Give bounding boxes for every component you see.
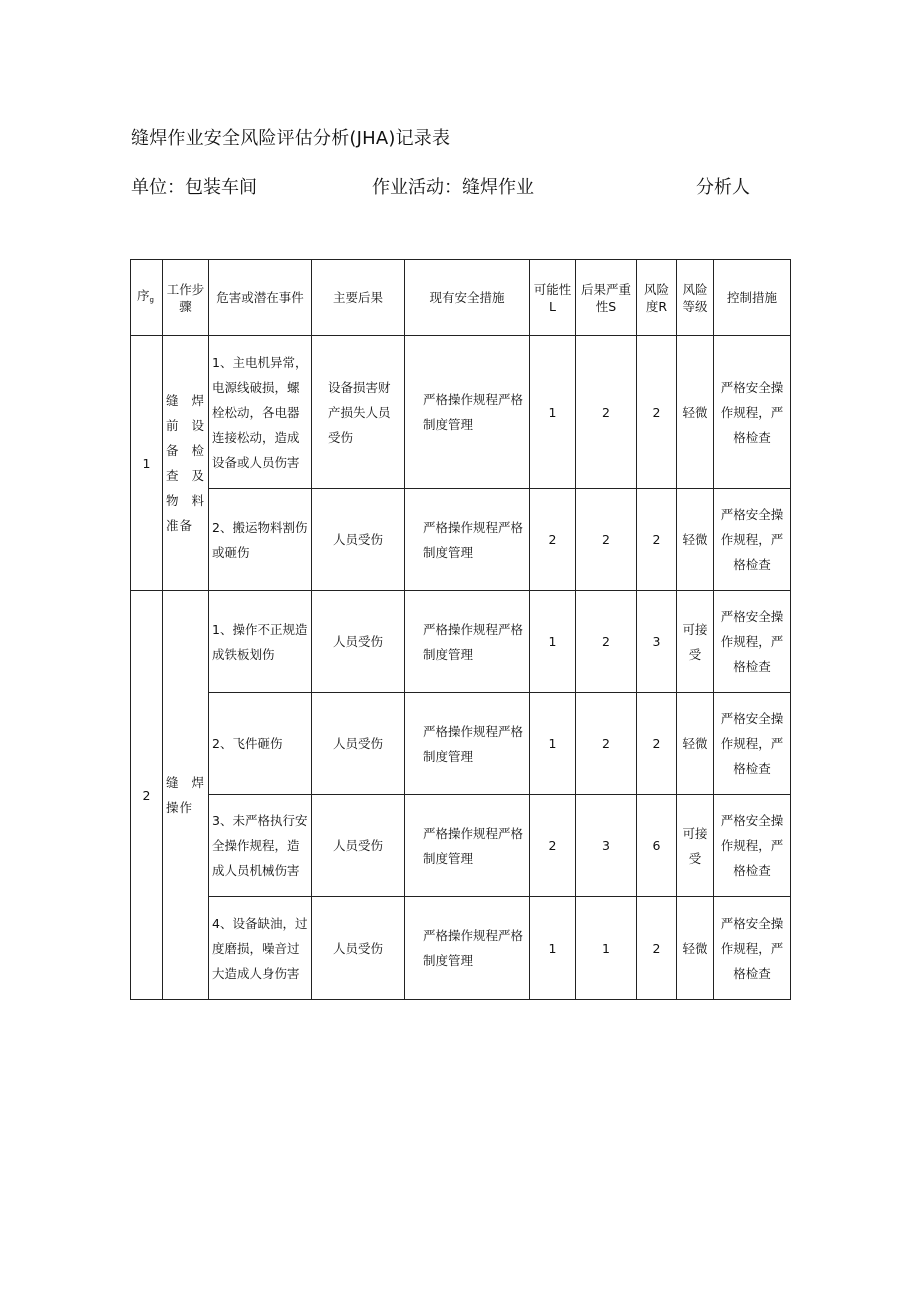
table-row: [131, 489, 791, 591]
hazard-cell: 1、主电机异常，电源线破损，螺栓松动，各电器连接松动，造成设备或人员伤害: [209, 336, 312, 489]
header-row: [131, 260, 791, 336]
consequence-cell: 人员受伤: [312, 795, 405, 897]
header-hazard: 危害或潜在事件: [209, 260, 312, 336]
level-cell: 轻微: [677, 897, 714, 1000]
level-cell: 轻微: [677, 336, 714, 489]
activity-field: 作业活动：缝焊作业: [372, 177, 534, 198]
header-step: 工作步骤: [163, 260, 209, 336]
hazard-cell: 1、操作不正规造成铁板划伤: [209, 591, 312, 693]
consequence-cell: 人员受伤: [312, 693, 405, 795]
control-cell: 严格安全操作规程，严格检查: [714, 489, 791, 591]
level-cell: 可接受: [677, 591, 714, 693]
header-control: 控制措施: [714, 260, 791, 336]
measures-cell: 严格操作规程严格制度管理: [405, 489, 530, 591]
header-seq: 序g: [131, 260, 163, 336]
table-row: [131, 336, 791, 489]
header-measures: 现有安全措施: [405, 260, 530, 336]
table-row: [131, 897, 791, 1000]
level-cell: 轻微: [677, 693, 714, 795]
measures-cell: 严格操作规程严格制度管理: [405, 897, 530, 1000]
likelihood-cell: 2: [530, 489, 576, 591]
risk-cell: 2: [637, 897, 677, 1000]
jha-table: [130, 259, 791, 1000]
control-cell: 严格安全操作规程，严格检查: [714, 897, 791, 1000]
measures-cell: 严格操作规程严格制度管理: [405, 693, 530, 795]
table-row: [131, 795, 791, 897]
header-severity: 后果严重性S: [576, 260, 637, 336]
document-title: 缝焊作业安全风险评估分析(JHA)记录表: [131, 128, 451, 149]
table-row: [131, 693, 791, 795]
severity-cell: 3: [576, 795, 637, 897]
likelihood-cell: 1: [530, 591, 576, 693]
severity-cell: 2: [576, 591, 637, 693]
step-cell: 缝焊操作: [163, 591, 209, 1000]
level-cell: 可接受: [677, 795, 714, 897]
likelihood-cell: 1: [530, 897, 576, 1000]
likelihood-cell: 1: [530, 336, 576, 489]
consequence-cell: 人员受伤: [312, 591, 405, 693]
risk-cell: 3: [637, 591, 677, 693]
control-cell: 严格安全操作规程，严格检查: [714, 795, 791, 897]
severity-cell: 2: [576, 693, 637, 795]
unit-field: 单位：包装车间: [131, 177, 257, 198]
consequence-cell: 人员受伤: [312, 897, 405, 1000]
hazard-cell: 2、搬运物料割伤或砸伤: [209, 489, 312, 591]
seq-cell: 1: [131, 336, 163, 591]
analyst-field: 分析人: [696, 177, 750, 198]
header-risk: 风险度R: [637, 260, 677, 336]
control-cell: 严格安全操作规程，严格检查: [714, 591, 791, 693]
hazard-cell: 3、未严格执行安全操作规程，造成人员机械伤害: [209, 795, 312, 897]
table-row: [131, 591, 791, 693]
likelihood-cell: 2: [530, 795, 576, 897]
measures-cell: 严格操作规程严格制度管理: [405, 591, 530, 693]
level-cell: 轻微: [677, 489, 714, 591]
header-level: 风险等级: [677, 260, 714, 336]
consequence-cell: 人员受伤: [312, 489, 405, 591]
measures-cell: 严格操作规程严格制度管理: [405, 336, 530, 489]
hazard-cell: 4、设备缺油，过度磨损，噪音过大造成人身伤害: [209, 897, 312, 1000]
seq-cell: 2: [131, 591, 163, 1000]
severity-cell: 1: [576, 897, 637, 1000]
likelihood-cell: 1: [530, 693, 576, 795]
severity-cell: 2: [576, 336, 637, 489]
severity-cell: 2: [576, 489, 637, 591]
risk-cell: 6: [637, 795, 677, 897]
control-cell: 严格安全操作规程，严格检查: [714, 336, 791, 489]
risk-cell: 2: [637, 693, 677, 795]
risk-cell: 2: [637, 489, 677, 591]
risk-cell: 2: [637, 336, 677, 489]
header-consequence: 主要后果: [312, 260, 405, 336]
header-likelihood: 可能性L: [530, 260, 576, 336]
measures-cell: 严格操作规程严格制度管理: [405, 795, 530, 897]
consequence-cell: 设备损害财产损失人员受伤: [312, 336, 405, 489]
hazard-cell: 2、飞件砸伤: [209, 693, 312, 795]
control-cell: 严格安全操作规程，严格检查: [714, 693, 791, 795]
step-cell: 缝焊前设备检查及物料准备: [163, 336, 209, 591]
